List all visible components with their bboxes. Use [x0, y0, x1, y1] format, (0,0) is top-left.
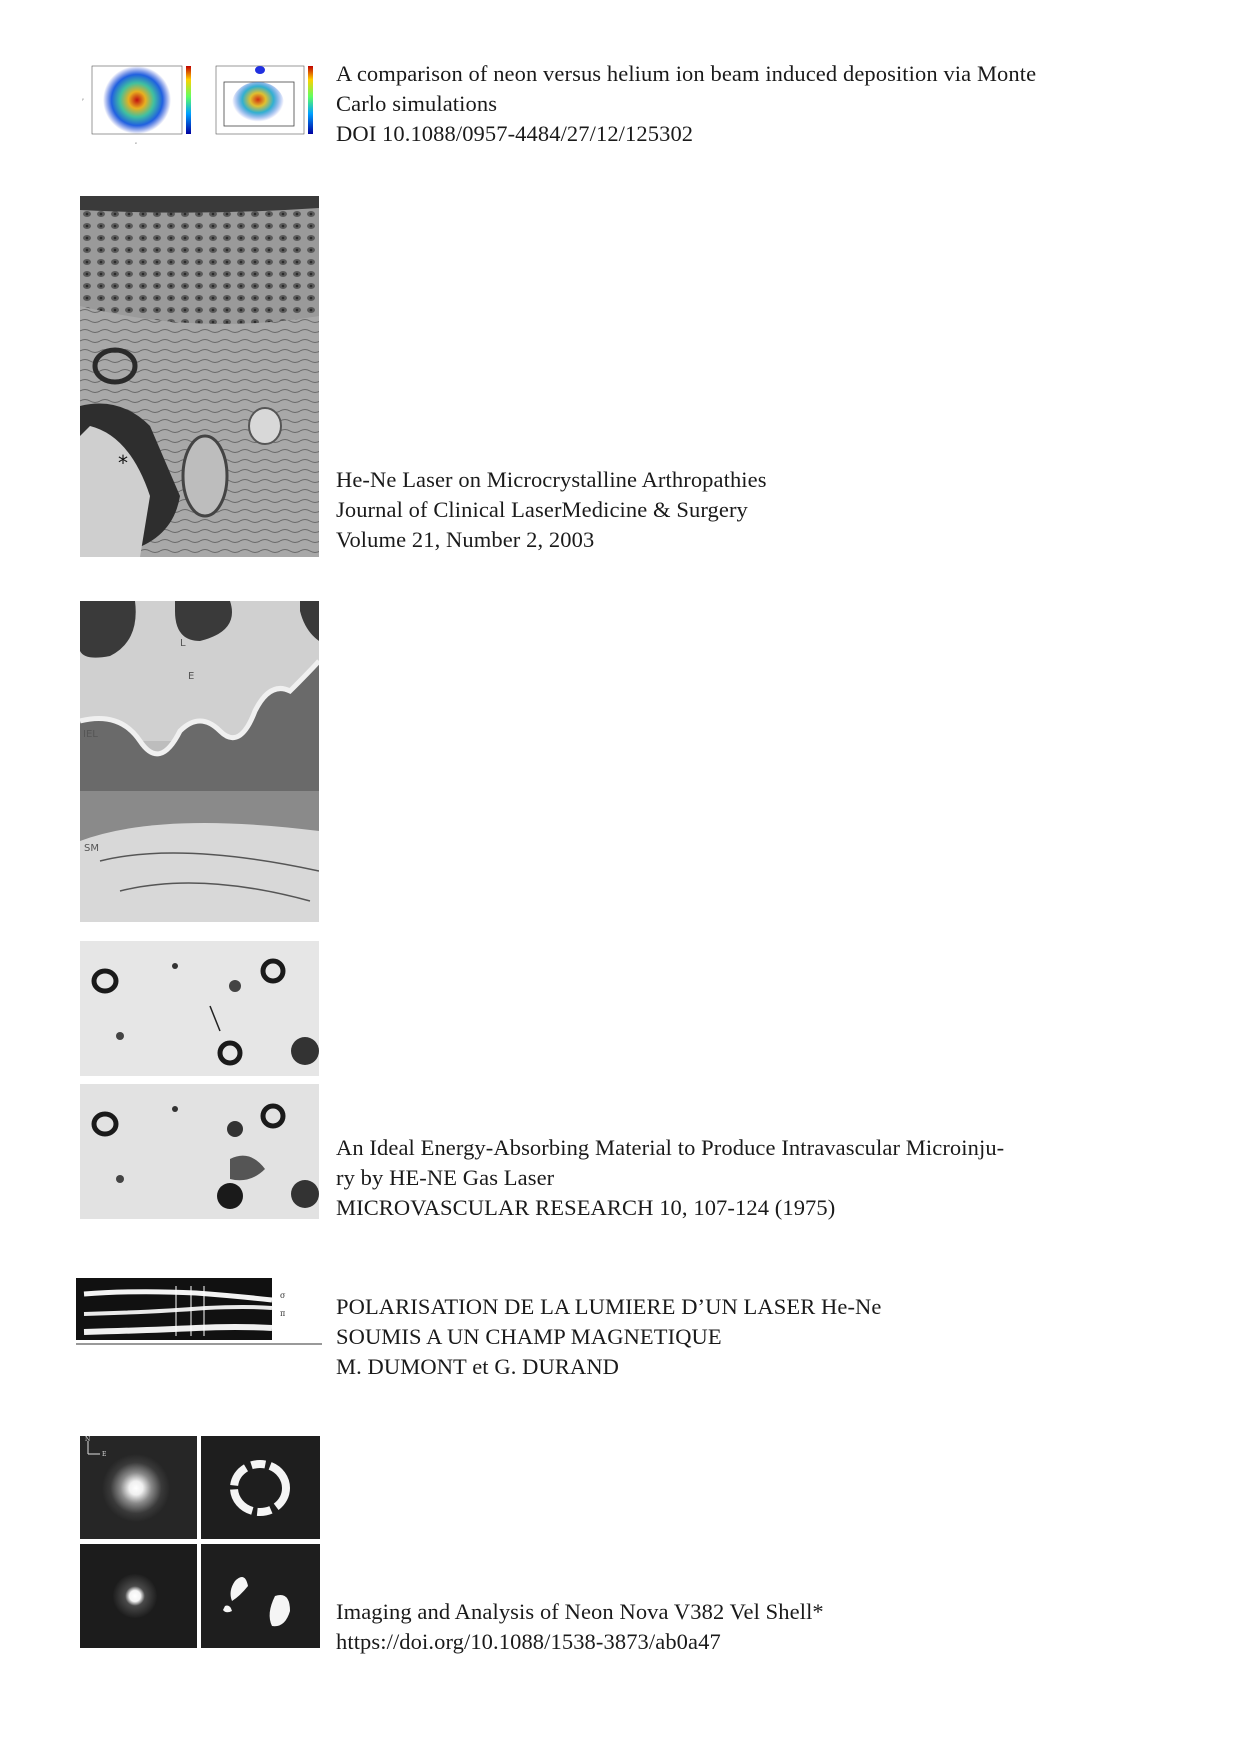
nova-shell-grid	[80, 1436, 320, 1648]
compass-east-label: E	[102, 1451, 107, 1458]
micrograph-label-l: L	[180, 638, 186, 649]
polarisation-spectrum-figure	[76, 1278, 322, 1350]
spectrum-sigma-label: σ	[280, 1291, 286, 1300]
histology-asterisk-label: *	[118, 451, 128, 475]
micrograph-label-iel: IEL	[83, 729, 98, 740]
microvessel-panel-top	[80, 941, 319, 1076]
entry-2-volume: Volume 21, Number 2, 2003	[336, 527, 595, 552]
entry-6-title: Imaging and Analysis of Neon Nova V382 Vel Shell*	[336, 1599, 824, 1624]
entry-1-doi: DOI 10.1088/0957-4484/27/12/125302	[336, 121, 694, 146]
entry-2-title: He-Ne Laser on Microcrystalline Arthropathies	[336, 467, 767, 492]
entry-5-title-line-1: POLARISATION DE LA LUMIERE D’UN LASER He-Ne	[336, 1294, 882, 1319]
svg-text:y: y	[82, 97, 84, 101]
entry-2-journal: Journal of Clinical LaserMedicine & Surgery	[336, 497, 748, 522]
entry-1-caption	[336, 59, 1116, 149]
micrograph-label-e: E	[188, 671, 195, 682]
entry-6-caption	[336, 1597, 1116, 1657]
entry-5-caption	[336, 1292, 1116, 1382]
spectrum-pi-label: π	[280, 1309, 286, 1318]
entry-1-title-line-2: Carlo simulations	[336, 91, 498, 116]
histology-micrograph	[80, 196, 319, 557]
entry-6-doi: https://doi.org/10.1088/1538-3873/ab0a47	[336, 1629, 721, 1654]
entry-4-title-line-1: An Ideal Energy-Absorbing Material to Produce Intravascular Microinju-	[336, 1135, 1005, 1160]
compass-north-label: N	[85, 1436, 91, 1443]
svg-text:x: x	[135, 141, 137, 145]
entry-2-caption	[336, 465, 1116, 555]
entry-1-title-line-1: A comparison of neon versus helium ion beam induced deposition via Monte	[336, 61, 1037, 86]
monte-carlo-figure	[80, 60, 320, 146]
entry-4-journal: MICROVASCULAR RESEARCH 10, 107-124 (1975)	[336, 1195, 836, 1220]
entry-5-authors: M. DUMONT et G. DURAND	[336, 1354, 620, 1379]
entry-4-caption	[336, 1133, 1116, 1223]
micrograph-label-sm: SM	[84, 843, 99, 854]
microvessel-panel-bottom	[80, 1084, 319, 1219]
electron-micrograph	[80, 601, 319, 922]
entry-4-title-line-2: ry by HE-NE Gas Laser	[336, 1165, 555, 1190]
entry-5-title-line-2: SOUMIS A UN CHAMP MAGNETIQUE	[336, 1324, 722, 1349]
